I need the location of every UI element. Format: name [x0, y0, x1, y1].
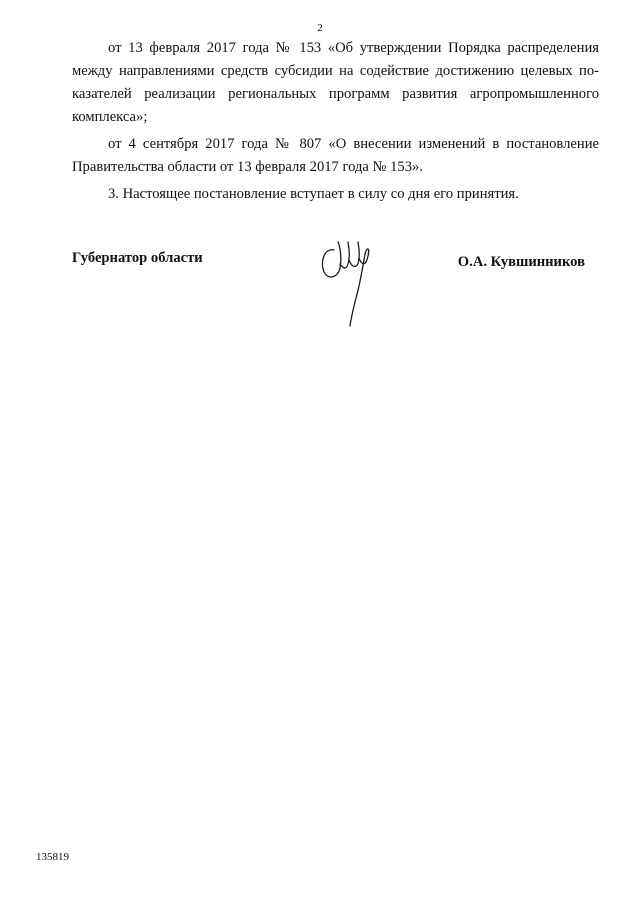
handwritten-signature	[318, 236, 382, 328]
paragraph-resolution-807: от 4 сентября 2017 года № 807 «О внесении изменений в постановление Правительства области от 13 февраля 2017 года № 153».	[72, 136, 599, 175]
paragraph-resolution-153: от 13 февраля 2017 года № 153 «Об утверждении Порядка распределения между направлениями средств субсидии на содействие достижению целевых по-казателей реализации региональных программ развития агропромышленного комплекса»;	[72, 40, 599, 125]
document-body	[72, 37, 599, 210]
document-id: 135819	[36, 851, 69, 863]
signer-title: Губернатор области	[72, 250, 203, 266]
signature-block	[72, 236, 599, 336]
page-number: 2	[317, 22, 323, 34]
signer-name: О.А. Кувшинников	[457, 254, 585, 270]
paragraph-effective-date: 3. Настоящее постановление вступает в силу со дня его принятия.	[108, 186, 519, 202]
